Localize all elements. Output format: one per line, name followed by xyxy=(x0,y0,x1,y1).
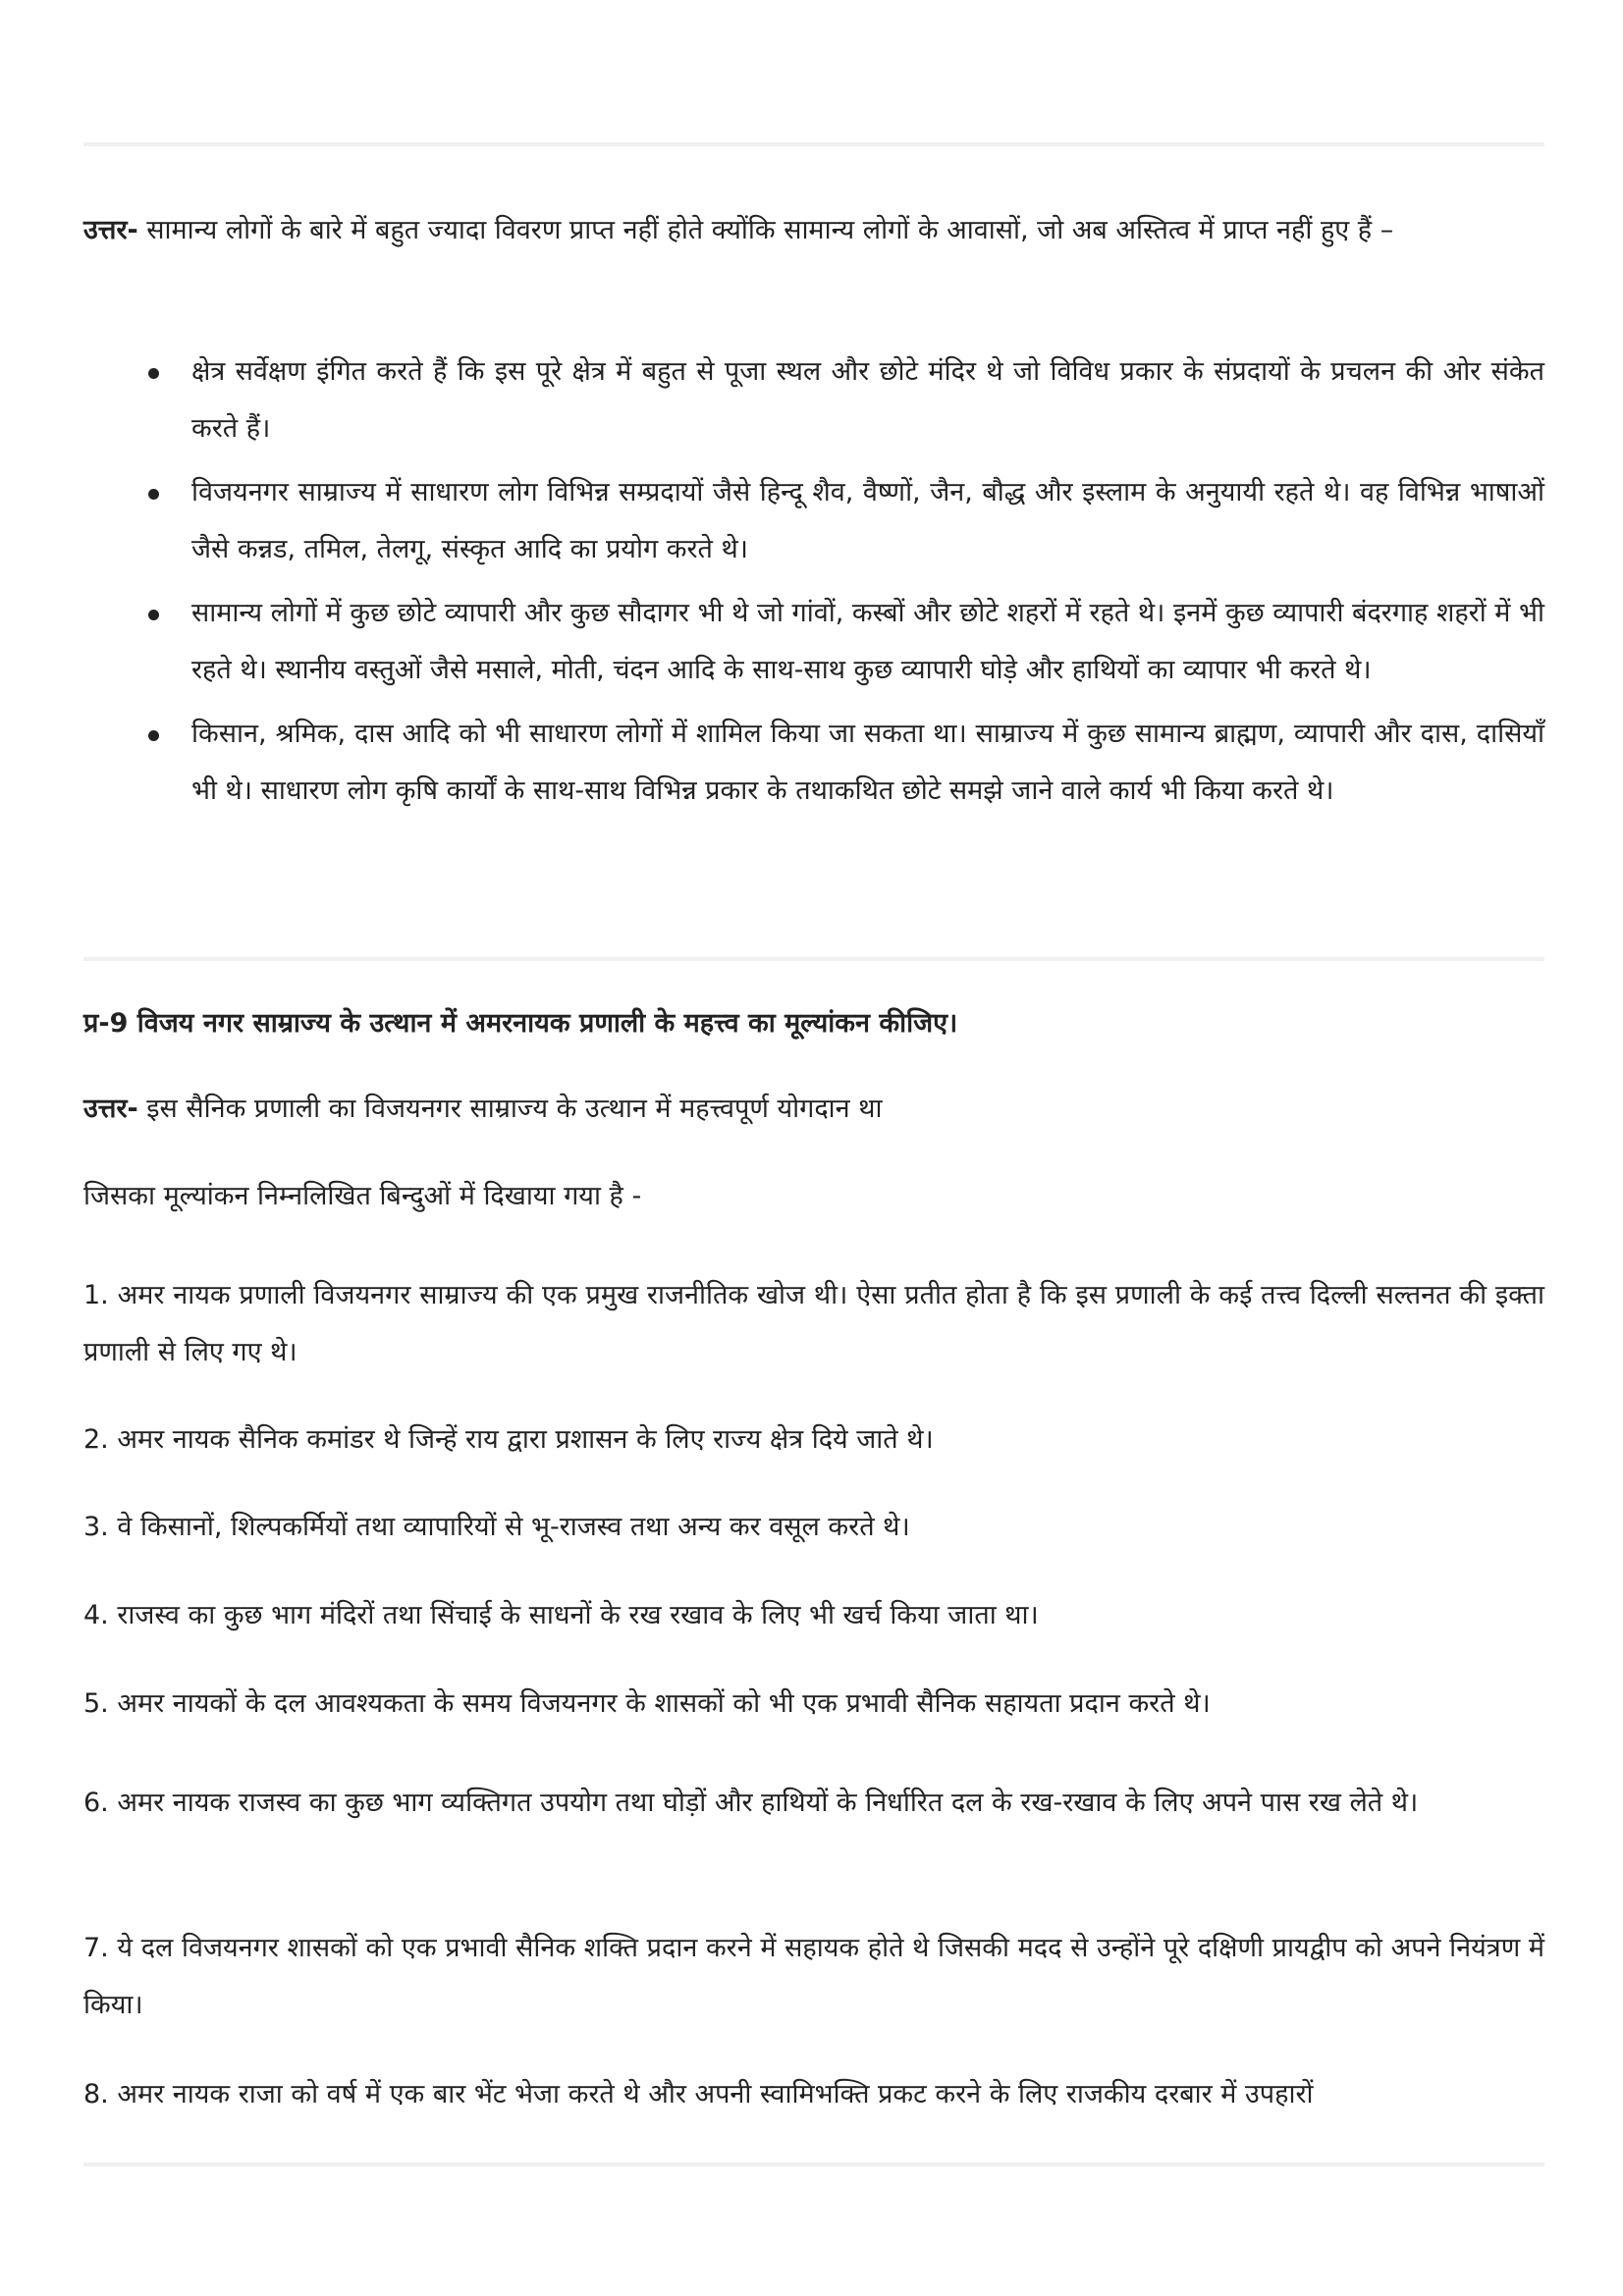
point-5: 5. अमर नायकों के दल आवश्यकता के समय विजयनगर के शासकों को भी एक प्रभावी सैनिक सहायता प्रदान करते थे। xyxy=(83,1688,1211,1719)
answer-8-text: सामान्य लोगों के बारे में बहुत ज्यादा विवरण प्राप्त नहीं होते क्योंकि सामान्य लोगों के आवासों, जो अब अस्तित्व में प्राप्त नहीं हुए हैं – xyxy=(137,215,1394,245)
bottom-divider xyxy=(83,2163,1544,2166)
answer-8-paragraph xyxy=(83,202,1544,259)
bullet-item: सामान्य लोगों में कुछ छोटे व्यापारी और कुछ सौदागर भी थे जो गांवों, कस्बों और छोटे शहरों में रहते थे। इनमें कुछ व्यापारी बंदरगाह शहरों में भी रहते थे। स्थानीय वस्तुओं जैसे मसाले, मोती, चंदन आदि के साथ-साथ कुछ व्यापारी घोड़े और हाथियों का व्यापार भी करते थे। xyxy=(83,585,1544,699)
answer-9-label: उत्तर- xyxy=(83,1094,138,1124)
bullet-dot-icon xyxy=(148,368,159,379)
point-7: 7. ये दल विजयनगर शासकों को एक प्रभावी सैनिक शक्ति प्रदान करने में सहायक होते थे जिसकी मदद से उन्होंने पूरे दक्षिणी प्रायद्वीप को अपने नियंत्रण में किया। xyxy=(83,1933,1544,2020)
point-2: 2. अमर नायक सैनिक कमांडर थे जिन्हें राय द्वारा प्रशासन के लिए राज्य क्षेत्र दिये जाते थे। xyxy=(83,1424,934,1455)
answer-9-text: इस सैनिक प्रणाली का विजयनगर साम्राज्य के उत्थान में महत्त्वपूर्ण योगदान था xyxy=(137,1094,883,1124)
answer-8-bullet-list xyxy=(83,344,1544,827)
point-6: 6. अमर नायक राजस्व का कुछ भाग व्यक्तिगत उपयोग तथा घोड़ों और हाथियों के निर्धारित दल के रख-रखाव के लिए अपने पास रख लेते थे। xyxy=(83,1788,1419,1818)
bullet-item: विजयनगर साम्राज्य में साधारण लोग विभिन्न सम्प्रदायों जैसे हिन्दू शैव, वैष्णों, जैन, बौद्ध और इस्लाम के अनुयायी रहते थे। वह विभिन्न भाषाओं जैसे कन्नड, तमिल, तेलगू, संस्कृत आदि का प्रयोग करते थे। xyxy=(83,464,1544,578)
bullet-dot-icon xyxy=(148,730,159,741)
top-divider xyxy=(83,142,1544,146)
point-8: 8. अमर नायक राजा को वर्ष में एक बार भेंट भेजा करते थे और अपनी स्वामिभक्ति प्रकट करने के लिए राजकीय दरबार में उपहारों xyxy=(83,2079,1314,2109)
question-9-heading: प्र-9 विजय नगर साम्राज्य के उत्थान में अमरनायक प्रणाली के महत्त्व का मूल्यांकन कीजिए। xyxy=(83,1008,958,1039)
bullet-dot-icon xyxy=(148,610,159,620)
point-4: 4. राजस्व का कुछ भाग मंदिरों तथा सिंचाई के साधनों के रख रखाव के लिए भी खर्च किया जाता था। xyxy=(83,1600,1039,1630)
point-1: 1. अमर नायक प्रणाली विजयनगर साम्राज्य की एक प्रमुख राजनीतिक खोज थी। ऐसा प्रतीत होता है कि इस प्रणाली के कई तत्त्व दिल्ली सल्तनत की इक्ता प्रणाली से लिए गए थे। xyxy=(83,1280,1544,1367)
bullet-item: किसान, श्रमिक, दास आदि को भी साधारण लोगों में शामिल किया जा सकता था। साम्राज्य में कुछ सामान्य ब्राह्मण, व्यापारी और दास, दासियाँ भी थे। साधारण लोग कृषि कार्यों के साथ-साथ विभिन्न प्रकार के तथाकथित छोटे समझे जाने वाले कार्य भी किया करते थे। xyxy=(83,706,1544,820)
bullet-dot-icon xyxy=(148,489,159,500)
answer-9-intro: जिसका मूल्यांकन निम्नलिखित बिन्दुओं में दिखाया गया है - xyxy=(83,1181,642,1211)
bullet-item: क्षेत्र सर्वेक्षण इंगित करते हैं कि इस पूरे क्षेत्र में बहुत से पूजा स्थल और छोटे मंदिर थे जो विविध प्रकार के संप्रदायों के प्रचलन की ओर संकेत करते हैं। xyxy=(83,344,1544,457)
answer-9-paragraph xyxy=(83,1081,1544,1138)
point-3: 3. वे किसानों, शिल्पकर्मियों तथा व्यापारियों से भू-राजस्व तथा अन्य कर वसूल करते थे। xyxy=(83,1512,910,1542)
answer-8-label: उत्तर- xyxy=(83,215,138,245)
section-divider xyxy=(83,957,1544,961)
